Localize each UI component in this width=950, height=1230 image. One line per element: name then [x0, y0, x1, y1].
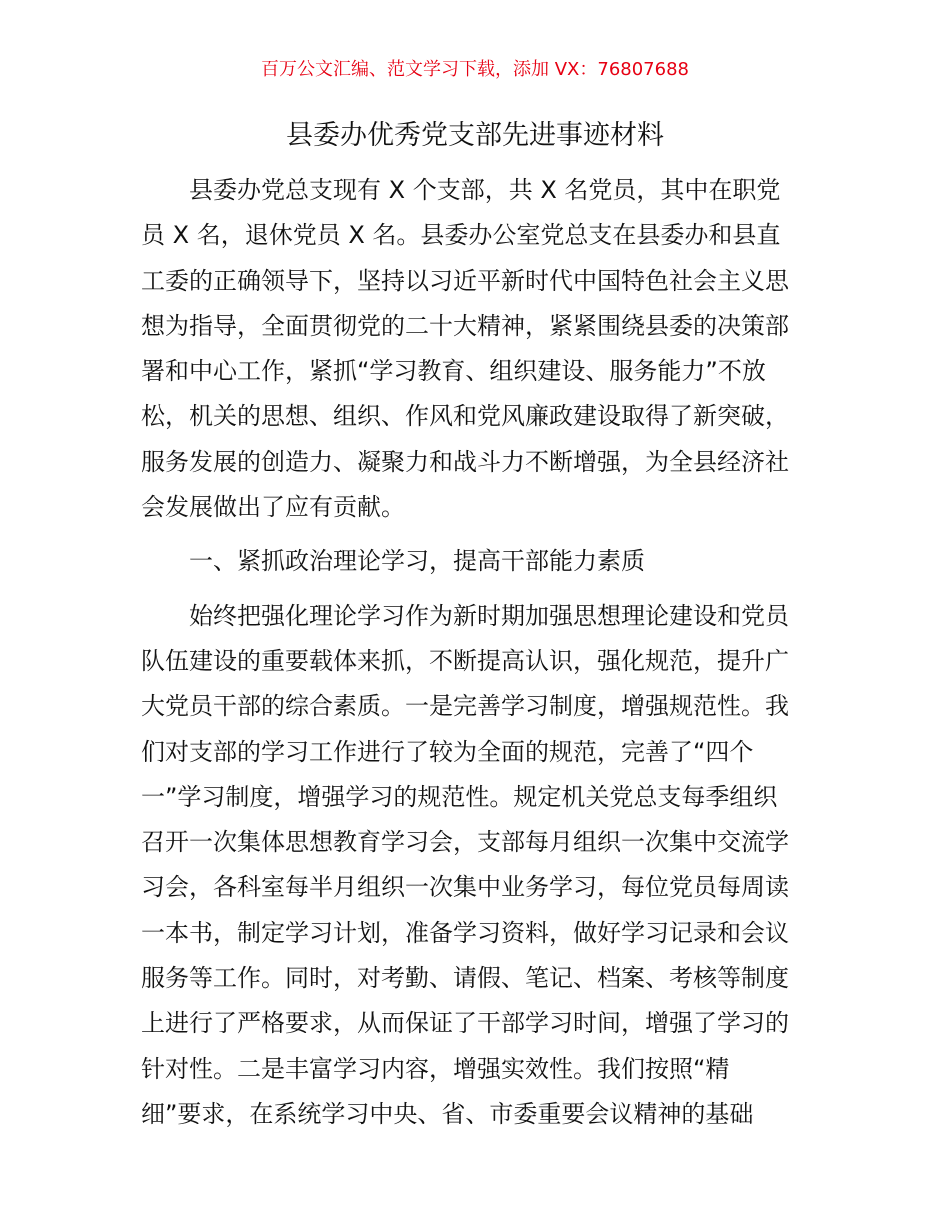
- paragraph-line: 一本书，制定学习计划，准备学习资料，做好学习记录和会议: [141, 918, 789, 947]
- watermark-header: 百万公文汇编、范文学习下载，添加 VX：76807688: [261, 59, 689, 80]
- paragraph-line: 服务发展的创造力、凝聚力和战斗力不断增强，为全县经济社: [141, 447, 789, 476]
- paragraph-intro: [141, 168, 816, 530]
- paragraph-line: 大党员干部的综合素质。一是完善学习制度，增强规范性。我: [141, 692, 789, 721]
- paragraph-line: 细”要求，在系统学习中央、省、市委重要会议精神的基础: [141, 1099, 754, 1128]
- paragraph-line: 队伍建设的重要载体来抓，不断提高认识，强化规范，提升广: [141, 646, 789, 675]
- paragraph-line: 们对支部的学习工作进行了较为全面的规范，完善了“四个: [141, 737, 754, 766]
- paragraph-line: 县委办党总支现有 X 个支部，共 X 名党员，其中在职党: [189, 176, 781, 204]
- paragraph-line: 召开一次集体思想教育学习会，支部每月组织一次集中交流学: [141, 828, 789, 857]
- paragraph-study: [141, 594, 816, 1138]
- document-body: [141, 168, 816, 1137]
- paragraph-line: 始终把强化理论学习作为新时期加强思想理论建设和党员: [189, 601, 789, 630]
- paragraph-line: 工委的正确领导下，坚持以习近平新时代中国特色社会主义思: [141, 266, 789, 295]
- paragraph-line: 针对性。二是丰富学习内容，增强实效性。我们按照“精: [141, 1054, 730, 1083]
- paragraph-line: 署和中心工作，紧抓“学习教育、组织建设、服务能力”不放: [141, 357, 766, 386]
- paragraph-line: 一”学习制度，增强学习的规范性。规定机关党总支每季组织: [141, 782, 778, 811]
- section-heading: 一、紧抓政治理论学习，提高干部能力素质: [189, 547, 645, 576]
- paragraph-gap: [141, 585, 816, 594]
- paragraph-line: 服务等工作。同时，对考勤、请假、笔记、档案、考核等制度: [141, 964, 789, 993]
- paragraph-line: 会发展做出了应有贡献。: [141, 493, 405, 522]
- paragraph-line: 想为指导，全面贯彻党的二十大精神，紧紧围绕县委的决策部: [141, 311, 789, 340]
- paragraph-gap: [141, 530, 816, 539]
- paragraph-line: 员 X 名，退休党员 X 名。县委办公室党总支在县委办和县直: [141, 221, 781, 250]
- paragraph-line: 上进行了严格要求，从而保证了干部学习时间，增强了学习的: [141, 1009, 789, 1038]
- paragraph-line: 习会，各科室每半月组织一次集中业务学习，每位党员每周读: [141, 873, 789, 902]
- document-title: 县委办优秀党支部先进事迹材料: [286, 120, 664, 151]
- paragraph-line: 松，机关的思想、组织、作风和党风廉政建设取得了新突破，: [141, 402, 789, 431]
